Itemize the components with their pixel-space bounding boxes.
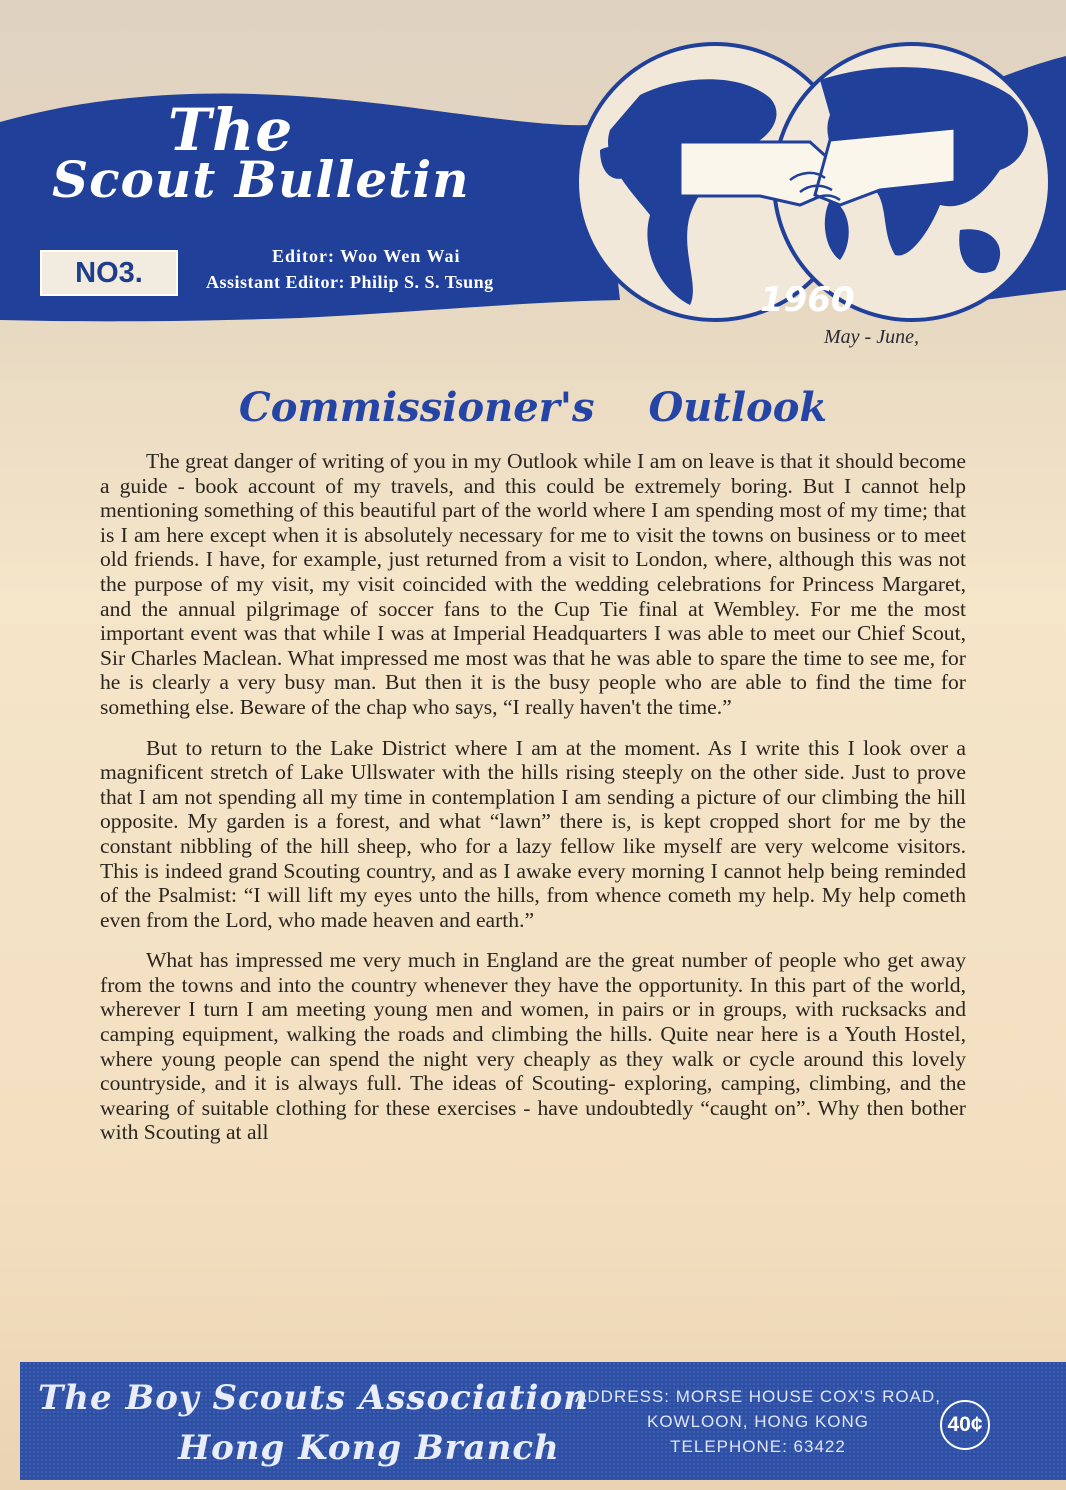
association-name: The Boy Scouts Association xyxy=(38,1378,589,1418)
article-paragraph-2: But to return to the Lake District where I am at the moment. As I write this I look over a magnificent stretch of Lake Ullswater with the hills rising steeply on the other side. Just to prove that I am not spending all my time in contemplation I am sending a picture of our climbing the hill opposite. My garden is a forest, and what “lawn” there is, is kept cropped short for me by the constant nibbling of the hill sheep, who for a lazy fellow like myself are very welcome visitors. This is indeed grand Scouting country, and as I awake every morning I cannot help being reminded of the Psalmist: “I will lift my eyes unto the hills, from whence cometh my help. My help cometh even from the Lord, who made heaven and earth.” xyxy=(100,735,966,932)
issue-number-badge: NO3. xyxy=(40,250,178,296)
address-line-1: ADDRESS: MORSE HOUSE COX'S ROAD, xyxy=(575,1387,941,1406)
branch-name: Hong Kong Branch xyxy=(178,1428,560,1468)
article-paragraph-1: The great danger of writing of you in my Outlook while I am on leave is that it should become a guide - book account of my travels, and this could be extremely boring. But I cannot help mentioning something of this beautiful part of the world where I am spending most of my time; that is I am here except when it is absolutely necessary for me to visit the towns on business or to meet old friends. I have, for example, just returned from a visit to London, where, although this was not the purpose of my visit, my visit coincided with the wedding celebrations for Princess Margaret, and the annual pilgrimage of soccer fans to the Cup Tie final at Wembley. For me the most important event was that while I was at Imperial Headquarters I was able to meet our Chief Scout, Sir Charles Maclean. What impressed me most was that he was able to spare the time to see me, for he is clearly a very busy man. But then it is the busy people who are able to find the time for something else. Beware of the chap who says, “I really haven't the time.” xyxy=(100,449,966,719)
issue-date: May - June, xyxy=(824,326,919,348)
article-body xyxy=(100,449,966,1161)
issue-year: 1960 xyxy=(760,280,855,320)
editor-credit: Editor: Woo Wen Wai xyxy=(272,246,461,266)
price-badge: 40¢ xyxy=(940,1400,990,1450)
bulletin-title-the: The xyxy=(168,96,294,164)
footer-banner xyxy=(20,1362,1066,1480)
address-block xyxy=(568,1384,948,1459)
telephone: TELEPHONE: 63422 xyxy=(670,1437,846,1456)
masthead xyxy=(0,0,1066,370)
assistant-editor-credit: Assistant Editor: Philip S. S. Tsung xyxy=(206,272,494,292)
bulletin-title: Scout Bulletin xyxy=(52,150,470,209)
address-line-2: KOWLOON, HONG KONG xyxy=(646,1412,870,1431)
article-title: Commissioner's Outlook xyxy=(238,384,828,431)
article-paragraph-3: What has impressed me very much in England are the great number of people who get away from the towns and into the country whenever they have the opportunity. In this part of the world, wherever I turn I am meeting young men and women, in pairs or in groups, with rucksacks and camping equipment, walking the roads and climbing the hills. Quite near here is a Youth Hostel, where young people can spend the night very cheaply as they walk or cycle around this lovely countryside, and it is always full. The ideas of Scouting- exploring, camping, climbing, and the wearing of suitable clothing for these exercises - have undoubtedly “caught on”. Why then bother with Scouting at all xyxy=(100,948,966,1145)
